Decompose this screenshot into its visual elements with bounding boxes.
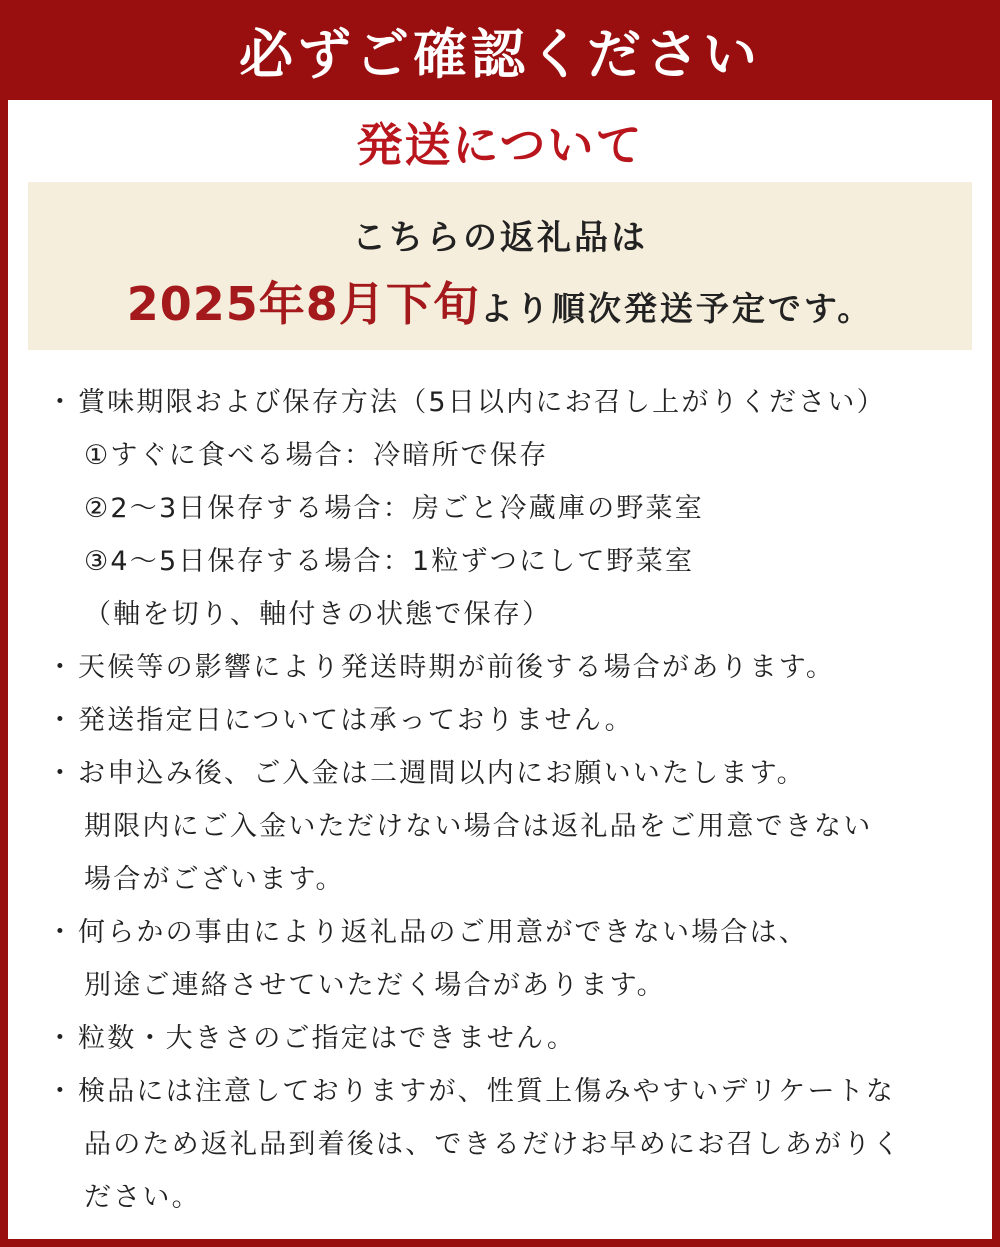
list-item (44, 694, 974, 747)
list-subitem: ①すぐに食べる場合：冷暗所で保存 (84, 440, 549, 471)
list-item (44, 376, 974, 429)
notes-list (44, 376, 974, 1224)
note-text: 発送指定日については承っておりません。 (78, 705, 634, 736)
note-text: 何らかの事由により返礼品のご用意ができない場合は、 (78, 917, 808, 948)
notice-intro: こちらの返礼品は (352, 218, 648, 258)
list-item (44, 906, 974, 959)
list-item (44, 1065, 974, 1118)
list-item-continued: ださい。 (84, 1182, 201, 1213)
bullet-mark: ・ (46, 652, 76, 683)
bullet-mark: ・ (46, 1076, 76, 1107)
bullet-mark: ・ (46, 1023, 76, 1054)
list-subitem: ③4～5日保存する場合：1粒ずつにして野菜室 (84, 546, 695, 577)
list-item-continued: 別途ご連絡させていただく場合があります。 (84, 970, 666, 1001)
bullet-mark: ・ (46, 917, 76, 948)
note-text: お申込み後、ご入金は二週間以内にお願いいたします。 (78, 758, 806, 789)
list-item-continued: 場合がございます。 (84, 864, 345, 895)
banner-title: 必ずご確認ください (0, 0, 1000, 100)
list-item-continued: 品のため返礼品到着後は、できるだけお早めにお召しあがりく (84, 1129, 902, 1160)
section-title: 発送について (356, 118, 644, 172)
shipping-schedule-text: より順次発送予定です。 (479, 289, 874, 328)
shipping-date: 2025年8月下旬 (126, 277, 480, 331)
list-item (44, 747, 974, 800)
list-item (44, 641, 974, 694)
list-subitem: ②2～3日保存する場合：房ごと冷蔵庫の野菜室 (84, 493, 704, 524)
list-item (44, 1012, 974, 1065)
bullet-mark: ・ (46, 387, 76, 418)
list-item-continued: 期限内にご入金いただけない場合は返礼品をご用意できない (84, 811, 873, 842)
list-subitem-note: （軸を切り、軸付きの状態で保存） (84, 599, 552, 630)
bullet-mark: ・ (46, 758, 76, 789)
bullet-mark: ・ (46, 705, 76, 736)
note-text: 賞味期限および保存方法（5日以内にお召し上がりください） (78, 387, 886, 418)
note-text: 検品には注意しておりますが、性質上傷みやすいデリケートな (78, 1076, 896, 1107)
notice-schedule (28, 268, 972, 334)
note-text: 天候等の影響により発送時期が前後する場合があります。 (78, 652, 836, 683)
note-text: 粒数・大きさのご指定はできません。 (78, 1023, 577, 1054)
shipping-notice-box (28, 182, 972, 350)
